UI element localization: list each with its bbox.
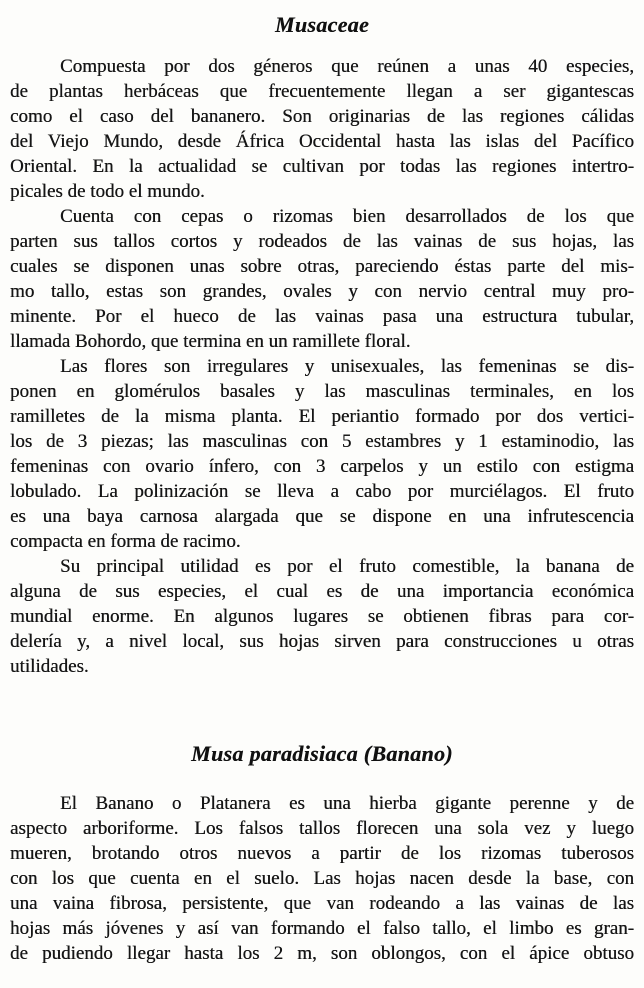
species-heading: Musa paradisiaca (Banano) xyxy=(191,741,453,766)
text-line: mundial enorme. En algunos lugares se obtienen fibras para cor- xyxy=(10,606,634,627)
text-line: una vaina fibrosa, persistente, que van rodeando a las vainas de las xyxy=(10,893,634,914)
text-line: parten sus tallos cortos y rodeados de las vainas de sus hojas, las xyxy=(10,231,634,252)
text-line: aspecto arboriforme. Los falsos tallos florecen una sola vez y luego xyxy=(10,818,634,839)
text-line: picales de todo el mundo. xyxy=(10,181,205,202)
text-line: es una baya carnosa alargada que se dispone en una infrutescencia xyxy=(10,506,634,527)
text-line: Oriental. En la actualidad se cultivan por todas las regiones intertro- xyxy=(10,156,634,177)
text-line: cuales se disponen unas sobre otras, pareciendo éstas parte del mis- xyxy=(10,256,634,277)
text-line: los de 3 piezas; las masculinas con 5 estambres y 1 estaminodio, las xyxy=(10,431,634,452)
text-line: femeninas con ovario ínfero, con 3 carpelos y un estilo con estigma xyxy=(10,456,634,477)
text-line: Las flores son irregulares y unisexuales, las femeninas se dis- xyxy=(60,356,634,377)
family-heading: Musaceae xyxy=(274,12,370,37)
text-line: Cuenta con cepas o rizomas bien desarrollados de los que xyxy=(60,206,634,227)
text-line: de pudiendo llegar hasta los 2 m, son oblongos, con el ápice obtuso xyxy=(10,943,634,964)
text-line: de plantas herbáceas que frecuentemente llegan a ser gigantescas xyxy=(10,81,634,102)
text-line: llamada Bohordo, que termina en un ramillete floral. xyxy=(10,331,411,352)
text-line: alguna de sus especies, el cual es de una importancia económica xyxy=(10,581,634,602)
text-line: Compuesta por dos géneros que reúnen a unas 40 especies, xyxy=(60,56,634,77)
text-line: con los que cuenta en el suelo. Las hojas nacen desde la base, con xyxy=(10,868,634,889)
text-line: Su principal utilidad es por el fruto comestible, la banana de xyxy=(60,556,634,577)
text-line: ramilletes de la misma planta. El periantio formado por dos vertici- xyxy=(10,406,634,427)
text-line: como el caso del bananero. Son originarias de las regiones cálidas xyxy=(10,106,634,127)
text-line: mueren, brotando otros nuevos a partir de los rizomas tuberosos xyxy=(10,843,634,864)
text-line: El Banano o Platanera es una hierba gigante perenne y de xyxy=(60,793,634,814)
text-line: hojas más jóvenes y así van formando el falso tallo, el limbo es gran- xyxy=(10,918,634,939)
text-line: ponen en glomérulos basales y las masculinas terminales, en los xyxy=(10,381,634,402)
text-line: del Viejo Mundo, desde África Occidental hasta las islas del Pacífico xyxy=(10,131,634,152)
text-line: mo tallo, estas son grandes, ovales y con nervio central muy pro- xyxy=(10,281,634,302)
text-line: minente. Por el hueco de las vainas pasa una estructura tubular, xyxy=(10,306,634,327)
text-line: compacta en forma de racimo. xyxy=(10,531,241,552)
family-description xyxy=(10,54,634,679)
text-line: lobulado. La polinización se lleva a cabo por murciélagos. El fruto xyxy=(10,481,634,502)
species-description xyxy=(10,791,634,966)
text-line: delería y, a nivel local, sus hojas sirven para construcciones u otras xyxy=(10,631,634,652)
text-line: utilidades. xyxy=(10,656,89,677)
